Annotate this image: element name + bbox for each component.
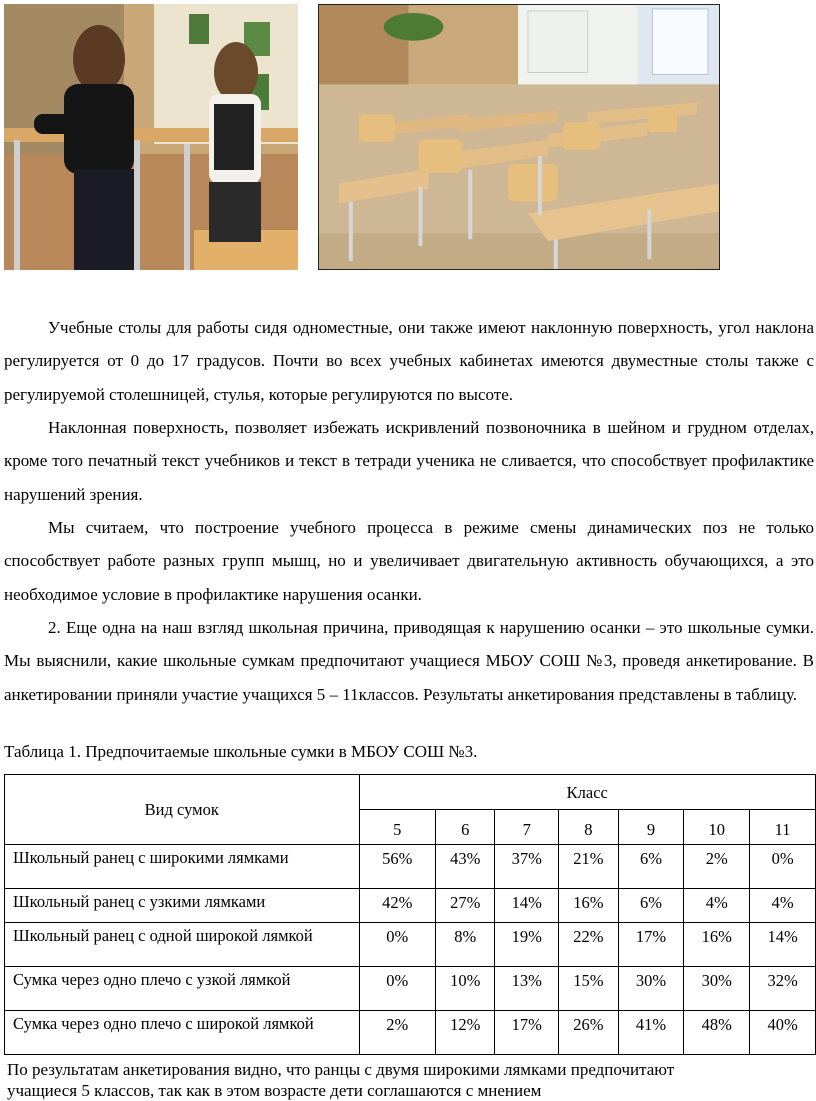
table-cell: 22% <box>559 923 618 967</box>
table-cell: 10% <box>435 967 494 1011</box>
class-header-cell: 6 <box>435 810 494 845</box>
table-cell: 42% <box>359 889 435 923</box>
paragraph-dynamic-poses <box>4 511 814 611</box>
table-cell: 15% <box>559 967 618 1011</box>
school-bags-table <box>4 774 816 1055</box>
table-cell: 0% <box>750 845 816 889</box>
paragraph-2-text: Наклонная поверхность, позволяет избежать искривлений позвоночника в шейном и грудном отделах, кроме того печатный текст учебников и текст в тетради ученика не сливается, что способствует профилактике нарушений зрения. <box>4 418 814 504</box>
class-header-cell: 7 <box>495 810 559 845</box>
row-label: Школьный ранец с широкими лямками <box>5 845 360 889</box>
table-cell: 12% <box>435 1011 494 1055</box>
table-row <box>5 967 816 1011</box>
table-cell: 8% <box>435 923 494 967</box>
row-label: Школьный ранец с узкими лямками <box>5 889 360 923</box>
closing-line-1: По результатам анкетирования видно, что ранцы с двумя широкими лямками предпочитают <box>7 1060 675 1079</box>
table-cell: 48% <box>684 1011 750 1055</box>
table-row <box>5 923 816 967</box>
class-header-cell: 5 <box>359 810 435 845</box>
table-cell: 17% <box>618 923 684 967</box>
table-cell: 14% <box>750 923 816 967</box>
row-label: Сумка через одно плечо с широкой лямкой <box>5 1011 360 1055</box>
row-label: Школьный ранец с одной широкой лямкой <box>5 923 360 967</box>
table-header-row <box>5 775 816 810</box>
table-cell: 32% <box>750 967 816 1011</box>
standing-desks-image <box>4 4 298 270</box>
class-header-cell: 9 <box>618 810 684 845</box>
photo-standing-desks <box>4 4 298 270</box>
table-cell: 6% <box>618 889 684 923</box>
paragraph-3-text: Мы считаем, что построение учебного процесса в режиме смены динамических поз не только способствует работе разных групп мышц, но и увеличивает двигательную активность обучающихся, а это необходимое условие в профилактике нарушения осанки. <box>4 518 814 604</box>
paragraph-4-text: 2. Еще одна на наш взгляд школьная причина, приводящая к нарушению осанки – это школьные сумки. Мы выяснили, какие школьные сумкам предпочитают учащиеся МБОУ СОШ №3, проведя анкетирование. В анкетировании приняли участие учащихся 5 – 11классов. Результаты анкетирования представлены в таблицу. <box>4 618 814 704</box>
paragraph-1-text: Учебные столы для работы сидя одноместные, они также имеют наклонную поверхность, угол наклона регулируется от 0 до 17 градусов. Почти во всех учебных кабинетах имеются двуместные столы также с регулируемой столешницей, стулья, которые регулируются по высоте. <box>4 318 814 404</box>
header-class: Класс <box>359 775 815 810</box>
table-cell: 2% <box>359 1011 435 1055</box>
closing-line-2: учащиеся 5 классов, так как в этом возрасте дети соглашаются с мнением <box>7 1081 542 1100</box>
table-cell: 56% <box>359 845 435 889</box>
table-row <box>5 845 816 889</box>
table-cell: 4% <box>684 889 750 923</box>
table-cell: 30% <box>684 967 750 1011</box>
table-cell: 37% <box>495 845 559 889</box>
paragraph-school-bags <box>4 611 814 711</box>
table-cell: 4% <box>750 889 816 923</box>
table-cell: 21% <box>559 845 618 889</box>
table-cell: 0% <box>359 967 435 1011</box>
paragraph-desks <box>4 311 814 411</box>
table-row <box>5 889 816 923</box>
table-cell: 19% <box>495 923 559 967</box>
table-cell: 43% <box>435 845 494 889</box>
table-cell: 40% <box>750 1011 816 1055</box>
table-cell: 27% <box>435 889 494 923</box>
class-header-cell: 8 <box>559 810 618 845</box>
closing-paragraph <box>7 1059 807 1101</box>
classroom-image <box>319 5 719 269</box>
table-cell: 41% <box>618 1011 684 1055</box>
paragraph-inclined-surface <box>4 411 814 511</box>
class-header-cell: 11 <box>750 810 816 845</box>
table-cell: 26% <box>559 1011 618 1055</box>
table-cell: 6% <box>618 845 684 889</box>
table-cell: 16% <box>684 923 750 967</box>
table-row <box>5 1011 816 1055</box>
row-label: Сумка через одно плечо с узкой лямкой <box>5 967 360 1011</box>
table-cell: 16% <box>559 889 618 923</box>
table-caption: Таблица 1. Предпочитаемые школьные сумки в МБОУ СОШ №3. <box>4 742 478 761</box>
table-cell: 0% <box>359 923 435 967</box>
table-cell: 17% <box>495 1011 559 1055</box>
class-header-cell: 10 <box>684 810 750 845</box>
table-cell: 2% <box>684 845 750 889</box>
header-bag-type: Вид сумок <box>5 775 360 845</box>
table-cell: 13% <box>495 967 559 1011</box>
table-cell: 30% <box>618 967 684 1011</box>
photo-classroom <box>318 4 720 270</box>
table-cell: 14% <box>495 889 559 923</box>
